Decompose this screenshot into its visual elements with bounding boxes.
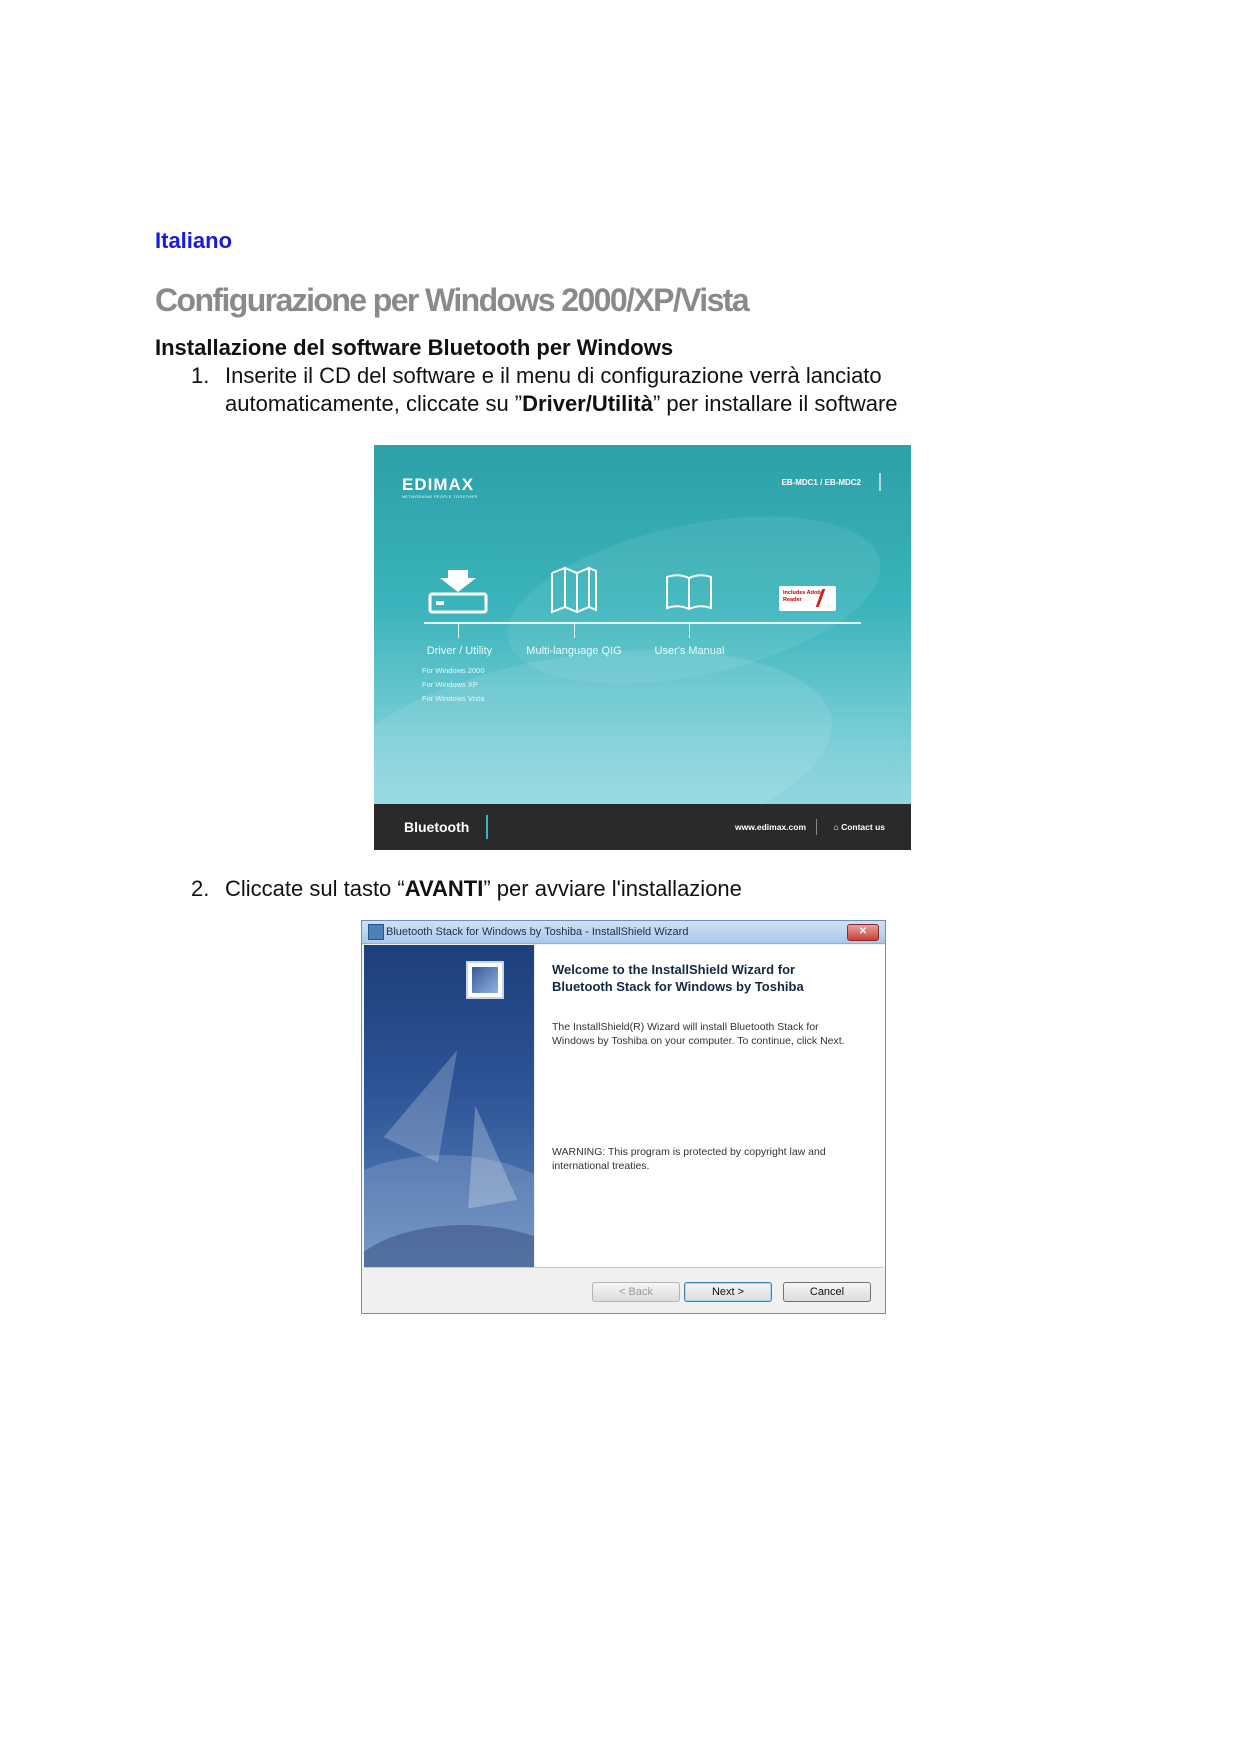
welcome-title: Welcome to the InstallShield Wizard for Bluetooth Stack for Windows by Toshiba [552, 962, 804, 994]
driver-sub-win2000[interactable]: For Windows 2000 [422, 666, 485, 675]
autorun-footer [374, 804, 911, 850]
section-subtitle: Installazione del software Bluetooth per Windows [155, 335, 674, 360]
edimax-logo: EDIMAX [402, 475, 475, 494]
step-1-line-1: Inserite il CD del software e il menu di configurazione verrà lanciato [225, 363, 882, 388]
edimax-autorun-screenshot [374, 445, 911, 850]
step-1 [191, 362, 898, 418]
wizard-side-banner [364, 945, 534, 1267]
home-icon: ⌂ [833, 822, 842, 832]
driver-sub-vista[interactable]: For Windows Vista [422, 694, 485, 703]
window-title: Bluetooth Stack for Windows by Toshiba - InstallShield Wizard [386, 926, 689, 938]
menu-driver-utility[interactable]: Driver / Utility [426, 645, 493, 657]
page-title: Configurazione per Windows 2000/XP/Vista [155, 282, 749, 318]
installer-icon [368, 924, 384, 940]
cancel-button[interactable]: Cancel [783, 1282, 871, 1302]
installshield-wizard-window [361, 920, 886, 1314]
step-2-bold: AVANTI [404, 876, 484, 901]
menu-multi-language-qig[interactable]: Multi-language QIG [526, 645, 622, 657]
step-1-line-2-pre: automaticamente, cliccate su ” [225, 391, 523, 416]
step-1-line-2-post: ” per installare il software [652, 391, 898, 416]
footer-bluetooth-label: Bluetooth [404, 819, 470, 835]
next-button[interactable]: Next > [684, 1282, 772, 1302]
driver-disk-icon[interactable] [424, 568, 492, 621]
step-1-number: 1. [191, 363, 210, 388]
step-2-number: 2. [191, 876, 210, 901]
contact-us-link[interactable]: ⌂ Contact us [833, 822, 885, 832]
wizard-description: The InstallShield(R) Wizard will install Bluetooth Stack for Windows by Toshiba on your computer. To continue, click Next. [552, 1021, 845, 1047]
menu-users-manual[interactable]: User's Manual [654, 645, 725, 657]
adobe-reader-badge[interactable] [779, 586, 836, 611]
back-button[interactable]: < Back [592, 1282, 680, 1302]
model-label: EB-MDC1 / EB-MDC2 [781, 478, 861, 487]
adobe-reader-label: Includes Adobe Reader [783, 590, 824, 603]
map-book-icon[interactable] [549, 565, 599, 620]
copyright-warning: WARNING: This program is protected by copyright law and international treaties. [552, 1146, 826, 1172]
driver-sub-winxp[interactable]: For Windows XP [422, 680, 478, 689]
edimax-tagline: NETWORKING PEOPLE TOGETHER [402, 494, 478, 499]
open-book-icon[interactable] [664, 571, 714, 616]
website-link[interactable]: www.edimax.com [734, 822, 806, 832]
wizard-content [535, 945, 885, 1267]
window-titlebar[interactable] [362, 921, 885, 944]
close-button[interactable]: ✕ [847, 924, 879, 941]
installshield-logo-icon [466, 961, 504, 999]
step-2: 2. Cliccate sul tasto “AVANTI” per avviare l'installazione [191, 876, 742, 901]
language-label: Italiano [155, 228, 233, 253]
step-1-bold: Driver/Utilità [522, 391, 653, 416]
